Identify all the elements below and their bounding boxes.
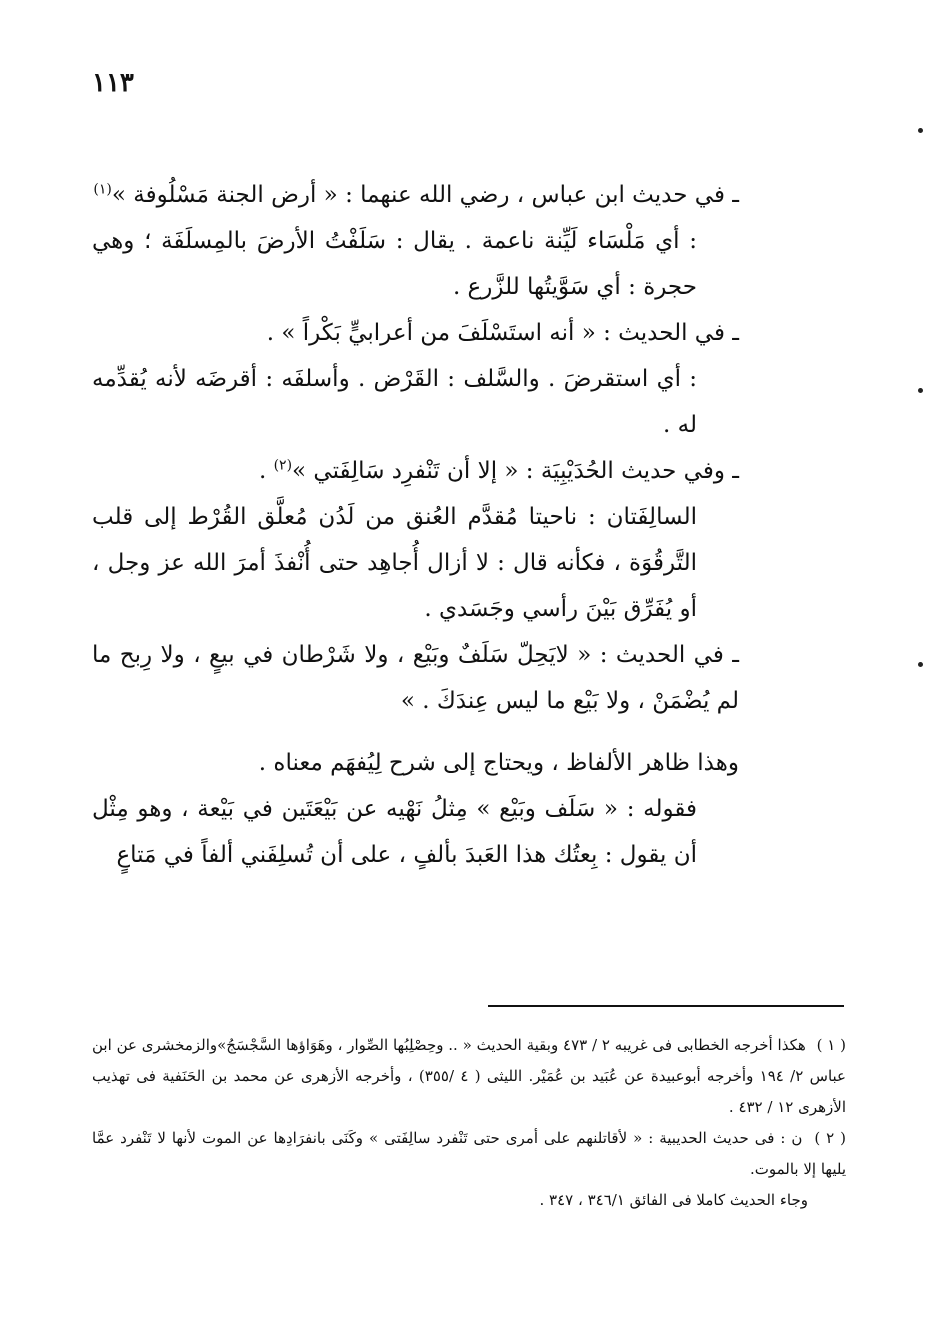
paragraph: ـ في الحديث : « لايَحِلّ سَلَفٌ وبَيْع ، ولا شَرْطان في بيعٍ ، ولا رِبح ما لم يُضْمَنْ ، ولا بَيْع ما ليس عِندَكَ . » — [92, 642, 739, 714]
footnote-ref-2: (٢) — [273, 457, 293, 474]
main-text — [92, 172, 739, 878]
footnote-number: ( ١ ) — [816, 1036, 846, 1054]
paragraph: ـ في الحديث : « أنه استَسْلَفَ من أعرابيٍّ بَكْراً » . — [266, 320, 739, 346]
paragraph: وهذا ظاهر الألفاظ ، ويحتاج إلى شرح لِيُفهَم معناه . — [258, 750, 739, 776]
footnotes — [92, 1030, 846, 1216]
paragraph — [92, 172, 739, 218]
margin-dot — [918, 662, 923, 667]
footnote-separator — [488, 1005, 844, 1007]
footnote-number: ( ٢ ) — [814, 1129, 847, 1147]
paragraph-text: ـ وفي حديث الحُدَيْبِيَة : « إلا أن تَنْفرِد سَالِفَتي » — [292, 458, 739, 484]
paragraph-text: ـ في حديث ابن عباس ، رضي الله عنهما : « أرض الجنة مَسْلُوفة » — [111, 182, 739, 208]
paragraph — [92, 448, 739, 494]
footnote-text: ن : فى حديث الحديبية : « لأقاتلنهم على أمرى حتى تَنْفرد سالِفَتى » وكَنَى بانفرَادِها عن الموت لأنها لا تَنْفرد عمَّا يليها إلا بالموت. — [92, 1129, 846, 1178]
footnote-ref-1: (١) — [93, 181, 112, 198]
footnote-1 — [92, 1030, 846, 1123]
footnote-2 — [92, 1123, 846, 1185]
footnote-2-continued: وجاء الحديث كاملا فى الفائق ٣٤٦/١ ، ٣٤٧ . — [539, 1191, 808, 1209]
margin-dot — [918, 388, 923, 393]
margin-dot — [918, 128, 923, 133]
paragraph: السالِفَتان : ناحيتا مُقدَّم العُنق من لَدُن مُعلَّق القُرْط إلى قلب التَّرقُوَة ، فكأنه قال : لا أزال أُجاهِد حتى أُنْفذَ أمرَ الله عز وجل ، أو يُفَرِّق بَيْنَ رأسي وجَسَدي . — [92, 504, 697, 622]
paragraph: : أي مَلْسَاء لَيِّنة ناعمة . يقال : سَلَفْتُ الأرضَ بالمِسلَفَة ؛ وهي حجرة : أي سَوَّيتُها للزَّرع . — [92, 228, 697, 300]
page-number: ١١٣ — [92, 68, 134, 98]
paragraph: : أي استقرضَ . والسَّلف : القَرْض . وأسلفَه : أقرضَه لأنه يُقدِّمه له . — [92, 366, 697, 438]
footnote-text: هكذا أخرجه الخطابى فى غريبه ٢ / ٤٧٣ وبقية الحديث « .. وحِصْلِبُها الصِّوار ، وهَوَاؤها السَّجْسَجُ»والزمخشرى عن ابن عباس ٢/ ١٩٤ وأخرجه أبوعبيدة عن عُبَيد بن عُمَيْر. الليثى ( ٤ /٣٥٥) ، وأخرجه الأزهرى عن محمد بن الحَنَفية فى تهذيب الأزهرى ١٢ / ٤٣٢ . — [92, 1036, 846, 1116]
paragraph-end-mark: . — [258, 458, 267, 484]
paragraph: فقوله : « سَلَف وبَيْع » مِثلُ نَهْيه عن بَيْعَتَين في بَيْعة ، وهو مِثْل أن يقول : بِعتُك هذا العَبدَ بألفٍ ، على أن تُسلِفَني ألفاً في مَتاعٍ — [92, 796, 697, 868]
